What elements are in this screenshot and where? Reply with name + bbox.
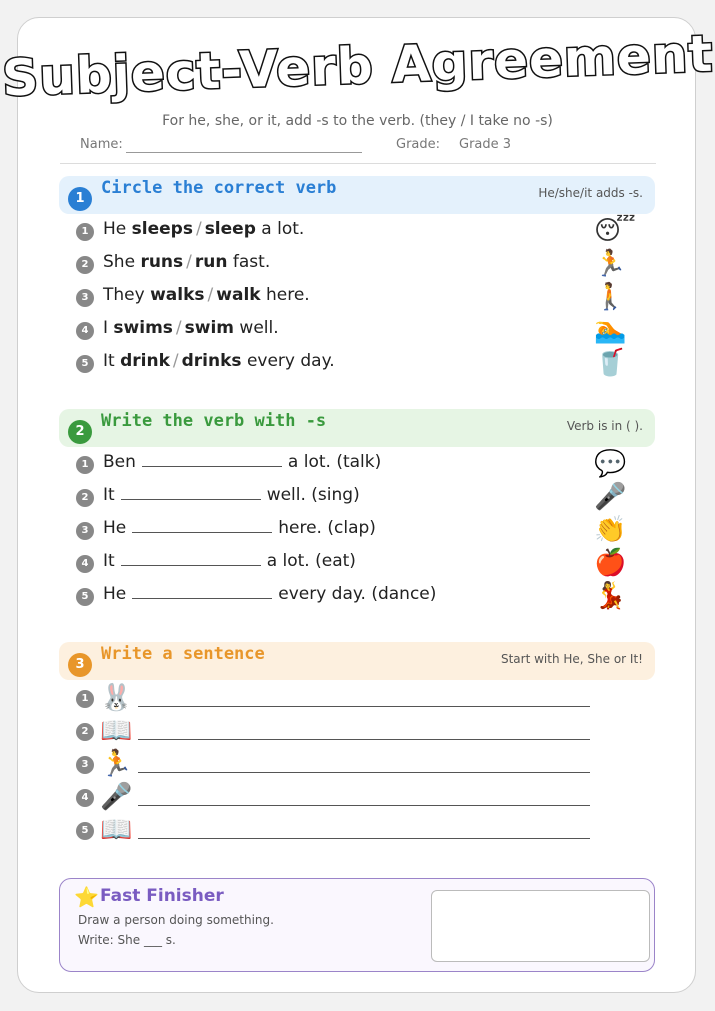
running-person-icon: 🏃	[594, 249, 627, 279]
answer-blank[interactable]	[142, 452, 282, 467]
verb-choice-a[interactable]: walks	[150, 285, 205, 305]
grade-label: Grade:	[396, 137, 441, 152]
item-number: 4	[76, 789, 94, 807]
item-number: 1	[76, 690, 94, 708]
sentence-subject: He	[103, 518, 127, 538]
sentence-subject: He	[103, 584, 127, 604]
choice-separator: /	[186, 252, 192, 272]
item-number: 5	[76, 822, 94, 840]
clapping-hands-icon: 👏	[594, 515, 627, 545]
verb-choice-a[interactable]: drink	[120, 351, 170, 371]
sentence-ending: a lot. (talk)	[287, 452, 382, 472]
section-3-title: Write a sentence	[101, 644, 265, 664]
verb-choice-a[interactable]: runs	[140, 252, 184, 272]
item-number: 2	[76, 256, 94, 274]
sentence-ending: a lot. (eat)	[266, 551, 356, 571]
header-divider	[60, 163, 656, 164]
answer-blank[interactable]	[121, 551, 261, 566]
choice-separator: /	[172, 351, 179, 371]
sentence-ending: a lot.	[255, 219, 305, 239]
name-blank-line[interactable]	[126, 152, 362, 153]
swimmer-icon: 🏊	[594, 315, 627, 345]
sentence-ending: fast.	[227, 252, 271, 272]
sentence-text	[103, 518, 376, 538]
sentence-ending: here. (clap)	[278, 518, 376, 538]
section-2-header	[59, 409, 655, 447]
sentence-text	[103, 252, 270, 272]
sentence-subject: They	[103, 285, 151, 305]
walking-person-icon: 🚶	[594, 282, 627, 312]
sentence-writing-line[interactable]	[138, 772, 590, 773]
item-number: 3	[76, 756, 94, 774]
item-number: 2	[76, 489, 94, 507]
sentence-subject: Ben	[103, 452, 136, 472]
grade-value: Grade 3	[459, 137, 512, 152]
item-number: 3	[76, 289, 94, 307]
item-number: 5	[76, 355, 94, 373]
sleeping-face-icon: 😴	[594, 216, 636, 246]
sentence-text	[103, 551, 356, 571]
dancer-icon: 💃	[594, 581, 627, 611]
section-2-note: Verb is in ( ).	[566, 419, 643, 433]
sentence-subject: It	[103, 485, 115, 505]
sentence-ending: here.	[260, 285, 310, 305]
sentence-ending: well. (sing)	[266, 485, 360, 505]
sentence-ending: well.	[234, 318, 279, 338]
worksheet-title	[0, 24, 715, 108]
section-1-header	[59, 176, 655, 214]
answer-blank[interactable]	[132, 518, 272, 533]
sentence-subject: She	[103, 252, 141, 272]
item-number: 5	[76, 588, 94, 606]
section-3-header	[59, 642, 655, 680]
fast-finisher-box	[59, 878, 655, 972]
instructions-subtitle: For he, she, or it, add -s to the verb. (they / I take no -s)	[162, 113, 553, 129]
sentence-text	[103, 452, 381, 472]
sentence-writing-line[interactable]	[138, 706, 590, 707]
running-person-icon: 🏃	[100, 749, 133, 779]
choice-separator: /	[175, 318, 182, 338]
speech-bubble-icon: 💬	[594, 449, 627, 479]
verb-choice-b[interactable]: run	[194, 252, 228, 272]
item-number: 4	[76, 555, 94, 573]
item-number: 1	[76, 223, 94, 241]
section-3-number: 3	[68, 653, 92, 677]
answer-blank[interactable]	[132, 584, 272, 599]
verb-choice-b[interactable]: swim	[184, 318, 235, 338]
sentence-text	[103, 351, 335, 371]
sentence-ending: every day.	[241, 351, 335, 371]
sentence-writing-line[interactable]	[138, 805, 590, 806]
microphone-icon: 🎤	[100, 782, 133, 812]
open-book-icon: 📖	[100, 815, 133, 845]
verb-choice-a[interactable]: sleeps	[131, 219, 193, 239]
sentence-writing-line[interactable]	[138, 739, 590, 740]
apple-icon: 🍎	[594, 548, 627, 578]
open-book-icon: 📖	[100, 716, 133, 746]
sentence-text	[103, 219, 304, 239]
verb-choice-a[interactable]: swims	[113, 318, 173, 338]
drink-cup-icon: 🥤	[594, 348, 627, 378]
section-1-number: 1	[68, 187, 92, 211]
choice-separator: /	[195, 219, 202, 239]
fast-finisher-title: Fast Finisher	[100, 886, 224, 906]
sentence-text	[103, 584, 436, 604]
item-number: 1	[76, 456, 94, 474]
choice-separator: /	[207, 285, 214, 305]
item-number: 2	[76, 723, 94, 741]
section-2-number: 2	[68, 420, 92, 444]
verb-choice-b[interactable]: sleep	[204, 219, 256, 239]
title-text: Subject-Verb Agreement	[0, 24, 714, 108]
microphone-icon: 🎤	[594, 482, 627, 512]
item-number: 4	[76, 322, 94, 340]
section-2-title: Write the verb with -s	[101, 411, 327, 431]
sentence-subject: I	[103, 318, 114, 338]
fast-finisher-instruction: Draw a person doing something.	[78, 913, 274, 927]
rabbit-icon: 🐰	[100, 683, 133, 713]
answer-blank[interactable]	[121, 485, 261, 500]
star-icon: ⭐	[74, 885, 99, 909]
sentence-subject: It	[103, 551, 115, 571]
section-1-title: Circle the correct verb	[101, 178, 337, 198]
sentence-ending: every day. (dance)	[278, 584, 437, 604]
item-number: 3	[76, 522, 94, 540]
sentence-text	[103, 485, 360, 505]
fast-finisher-prompt: Write: She ___ s.	[78, 933, 176, 947]
drawing-box[interactable]	[431, 890, 650, 962]
sentence-text	[103, 285, 310, 305]
sentence-writing-line[interactable]	[138, 838, 590, 839]
sentence-text	[103, 318, 279, 338]
name-label: Name:	[80, 137, 123, 152]
verb-choice-b[interactable]: drinks	[181, 351, 242, 371]
section-3-note: Start with He, She or It!	[500, 652, 643, 666]
section-1-note: He/she/it adds -s.	[538, 186, 643, 200]
sentence-subject: He	[103, 219, 132, 239]
sentence-subject: It	[103, 351, 121, 371]
verb-choice-b[interactable]: walk	[216, 285, 261, 305]
